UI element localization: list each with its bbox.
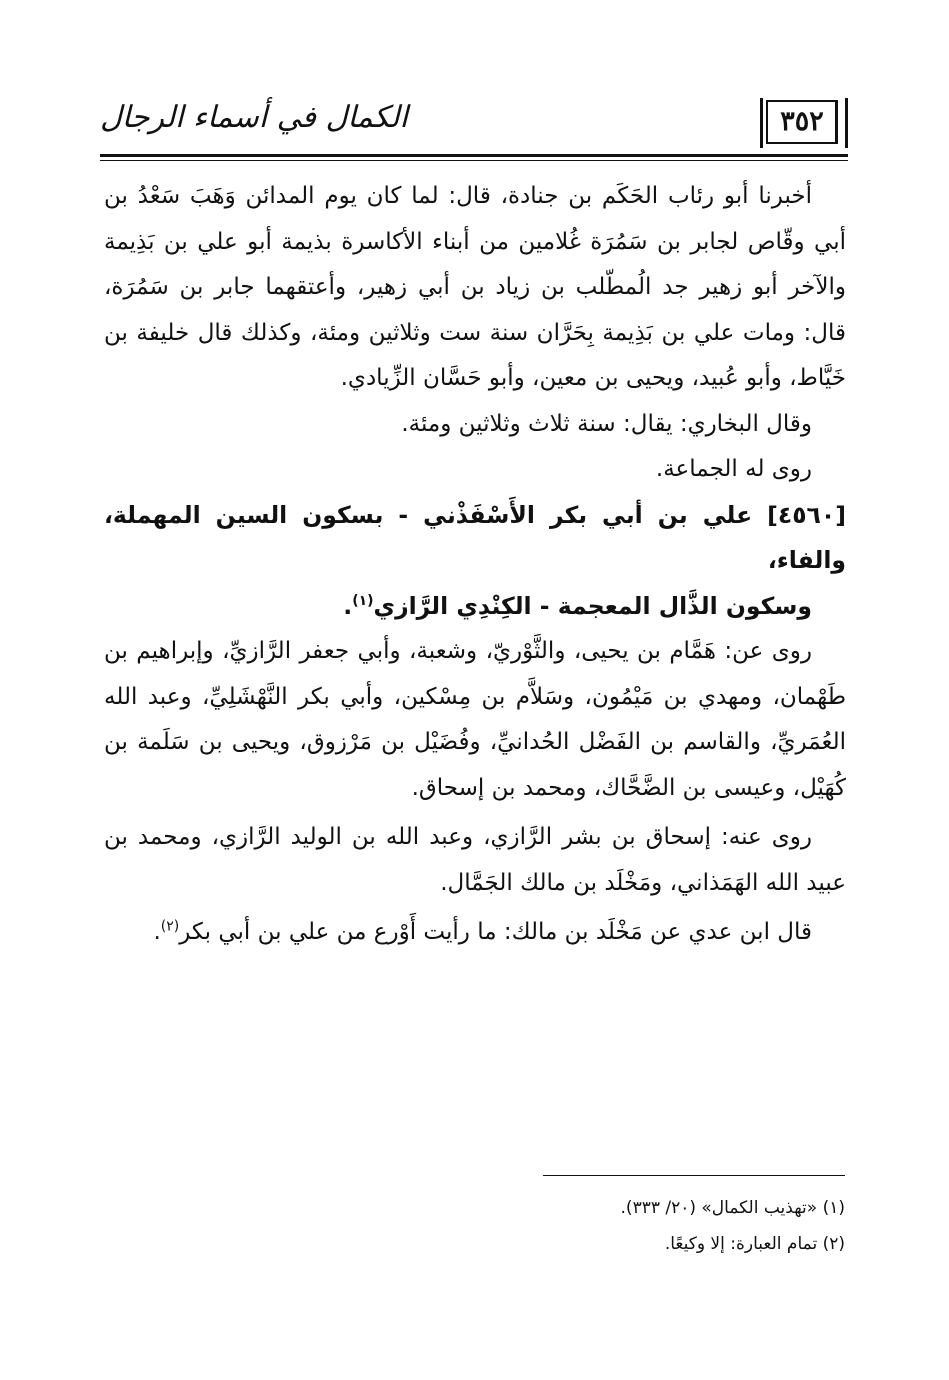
footnote-ref-2: (٢) [160,918,180,935]
running-title: الكمال في أسماء الرجال [100,100,408,135]
footnote-1: (١) «تهذيب الكمال» (٢٠/ ٣٣٣). [620,1198,845,1218]
footnote-rule [543,1175,845,1176]
entry-title-end: . [343,591,353,620]
header-rule [100,154,848,157]
footnote-2: (٢) تمام العبارة: إلا وكيعًا. [664,1234,845,1254]
paragraph-bukhari: وقال البخاري: يقال: سنة ثلاث وثلاثين ومئة. [401,410,812,437]
ibn-adi-text: قال ابن عدي عن مَخْلَد بن مالك: ما رأيت أَوْرع من علي بن أبي بكر [179,919,812,945]
paragraph-narration: أخبرنا أبو رئاب الحَكَم بن جنادة، قال: لما كان يوم المدائن وَهَبَ سَعْدُ بن أبي وقّاص لجابر بن سَمُرَة غُلامين من أبناء الأكاسرة بذيمة أبو علي بن بَذِيمة والآخر أبو زهير جد الُمطّلب بن زياد بن أبي زهير، وأعتقهما جابر بن سَمُرَة، قال: ومات علي بن بَذِيمة بِحَرَّان سنة ست وثلاثين ومئة، وكذلك قال خليفة بن خَيَّاط، وأبو عُبيد، ويحيى بن معين، وأبو حَسَّان الزِّيادي. [104,183,846,391]
entry-title [104,493,846,630]
paragraph-jamaa: روى له الجماعة. [655,456,812,482]
entry-title-line2-wrap [104,584,846,630]
footnotes [103,1190,845,1262]
paragraph-rawa-an: روى عن: هَمَّام بن يحيى، والثَّوْريّ، وشعبة، وأبي جعفر الرَّازيِّ، وإبراهيم بن طَهْمان، ومهدي بن مَيْمُون، وسَلاَّم بن مِسْكين، وأبي بكر النَّهْشَلِيِّ، وعبد الله العُمَريِّ، والقاسم بن الفَضْل الحُدانيِّ، وفُضَيْل بن مَرْزوق، ويحيى بن سَلَمة بن كُهَيْل، وعيسى بن الضَّحَّاك، ومحمد بن إسحاق. [104,638,846,801]
footnote-ref-1: (١) [352,592,374,609]
page-number: ٣٥٢ [780,106,824,137]
page-header [100,98,848,158]
header-rule-thin [100,160,848,161]
main-text [104,174,846,956]
ibn-adi-end: . [153,919,161,945]
paragraph-rawa-anhu: روى عنه: إسحاق بن بشر الرَّازي، وعبد الله بن الوليد الرَّازي، ومحمد بن عبيد الله الهَمَذاني، ومَخْلَد بن مالك الجَمَّال. [104,824,846,896]
page-number-frame [760,98,848,148]
entry-title-line1: [٤٥٦٠] علي بن أبي بكر الأَسْفَذْني - بسكون السين المهملة، والفاء، [104,500,846,574]
paragraph-ibn-adi [104,910,846,956]
entry-title-line2: وسكون الذَّال المعجمة - الكِنْدِي الرَّازي [373,591,812,620]
